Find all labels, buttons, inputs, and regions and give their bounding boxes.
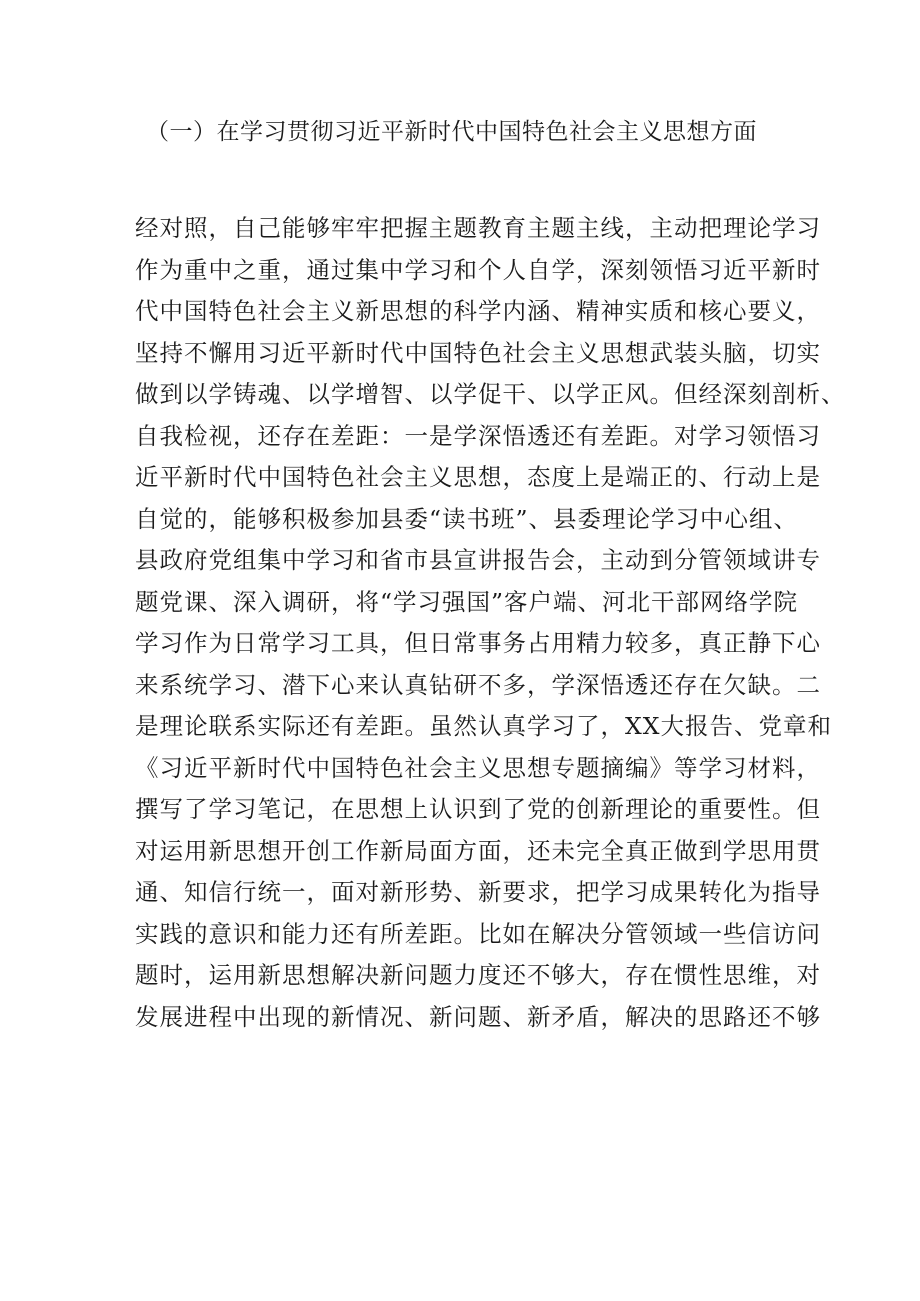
body-line: 是理论联系实际还有差距。虽然认真学习了，XX大报告、党章和	[135, 712, 832, 740]
body-line: 作为重中之重，通过集中学习和个人自学，深刻领悟习近平新时	[135, 255, 821, 284]
body-line: 《习近平新时代中国特色社会主义思想专题摘编》等学习材料，	[135, 753, 821, 782]
body-line: 县政府党组集中学习和省市县宣讲报告会，主动到分管领域讲专	[135, 546, 821, 574]
body-line: 学习作为日常学习工具，但日常事务占用精力较多，真正静下心	[135, 629, 821, 657]
body-line: 做到以学铸魂、以学增智、以学促干、以学正风。但经深刻剖析、	[135, 380, 846, 408]
body-line: 自我检视，还存在差距：一是学深悟透还有差距。对学习领悟习	[135, 421, 821, 450]
body-line: 来系统学习、潜下心来认真钻研不多，学深悟透还存在欠缺。二	[135, 670, 821, 699]
section-heading: （一）在学习贯彻习近平新时代中国特色社会主义思想方面	[146, 119, 757, 145]
body-line: 通、知信行统一，面对新形势、新要求，把学习成果转化为指导	[135, 878, 821, 906]
body-text	[135, 208, 846, 1038]
body-line: 撰写了学习笔记，在思想上认识到了党的创新理论的重要性。但	[135, 795, 821, 823]
body-line: 题党课、深入调研，将“学习强国”客户端、河北干部网络学院	[135, 587, 799, 616]
body-line: 代中国特色社会主义新思想的科学内涵、精神实质和核心要义，	[135, 297, 821, 325]
body-line: 实践的意识和能力还有所差距。比如在解决分管领域一些信访问	[135, 919, 821, 948]
body-line: 题时，运用新思想解决新问题力度还不够大，存在惯性思维，对	[135, 961, 821, 989]
body-line: 近平新时代中国特色社会主义思想，态度上是端正的、行动上是	[135, 463, 821, 491]
body-line: 坚持不懈用习近平新时代中国特色社会主义思想武装头脑，切实	[135, 338, 821, 367]
body-line: 发展进程中出现的新情况、新问题、新矛盾，解决的思路还不够	[135, 1002, 821, 1031]
body-line: 对运用新思想开创工作新局面方面，还未完全真正做到学思用贯	[135, 836, 821, 865]
body-line: 自觉的，能够积极参加县委“读书班”、县委理论学习中心组、	[135, 504, 799, 533]
body-line: 经对照，自己能够牢牢把握主题教育主题主线，主动把理论学习	[135, 214, 821, 242]
